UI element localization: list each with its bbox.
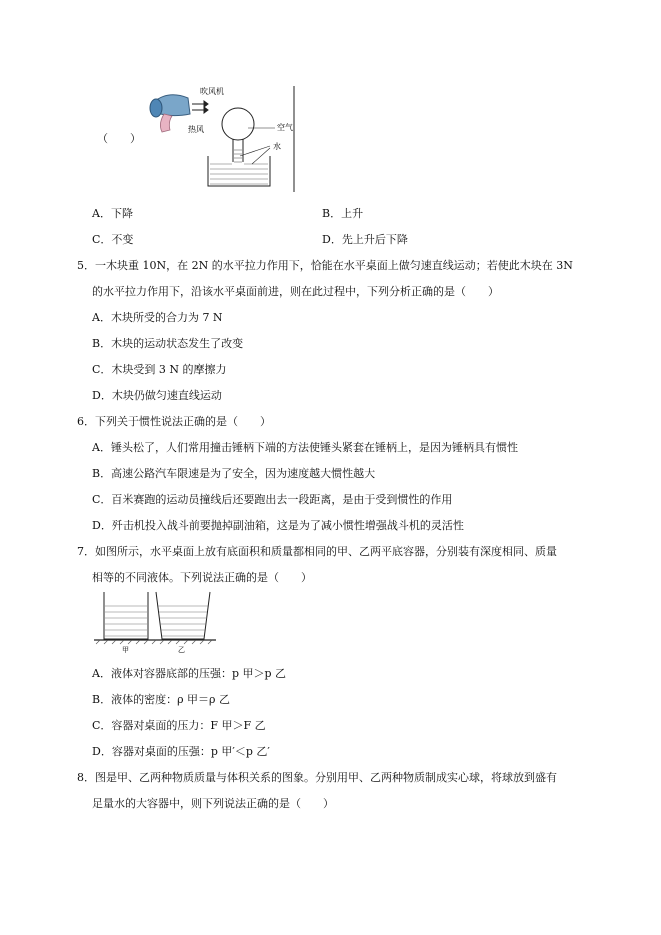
q7-option-d: D．容器对桌面的压强：p 甲′＜p 乙′ xyxy=(92,745,270,758)
q6-option-c: C．百米赛跑的运动员撞线后还要跑出去一段距离，是由于受到惯性的作用 xyxy=(92,493,453,506)
q7-stem-line1: 7．如图所示，水平桌面上放有底面积和质量都相同的甲、乙两平底容器，分别装有深度相同、质量 xyxy=(77,545,557,558)
q6-stem: 6．下列关于惯性说法正确的是（ ） xyxy=(77,415,271,428)
q8-stem-line2: 足量水的大容器中，则下列说法正确的是（ ） xyxy=(92,797,334,810)
svg-text:甲: 甲 xyxy=(122,646,129,654)
q5-option-a: A．木块所受的合力为 7 N xyxy=(92,311,223,324)
q8-stem-line1: 8．图是甲、乙两种物质质量与体积关系的图象。分别用甲、乙两种物质制成实心球，将球放到盛有 xyxy=(77,771,557,784)
q5-stem-line1: 5．一木块重 10N，在 2N 的水平拉力作用下，恰能在水平桌面上做匀速直线运动；若使此木块在 3N xyxy=(77,259,573,272)
q5-stem-line2: 的水平拉力作用下，沿该水平桌面前进，则在此过程中，下列分析正确的是（ ） xyxy=(92,285,499,298)
q6-option-d: D．歼击机投入战斗前要抛掉副油箱，这是为了减小惯性增强战斗机的灵活性 xyxy=(92,519,464,532)
q4-option-c: C．不变 xyxy=(92,233,134,246)
hairdryer-icon xyxy=(150,95,190,132)
svg-text:吹风机: 吹风机 xyxy=(200,87,224,96)
q7-option-b: B．液体的密度：ρ 甲＝ρ 乙 xyxy=(92,693,231,706)
q7-containers-figure xyxy=(92,588,218,654)
q4-option-d: D．先上升后下降 xyxy=(322,233,408,246)
q7-option-c: C．容器对桌面的压力：F 甲＞F 乙 xyxy=(92,719,266,732)
q6-option-b: B．高速公路汽车限速是为了安全，因为速度越大惯性越大 xyxy=(92,467,376,480)
q5-option-b: B．木块的运动状态发生了改变 xyxy=(92,337,244,350)
q4-option-b: B．上升 xyxy=(322,207,364,220)
q4-figure xyxy=(140,84,350,194)
q5-option-d: D．木块仍做匀速直线运动 xyxy=(92,389,222,402)
svg-text:空气: 空气 xyxy=(277,123,293,132)
svg-text:热风: 热风 xyxy=(188,125,204,134)
water-basin xyxy=(208,156,270,186)
svg-text:水: 水 xyxy=(273,142,281,151)
q7-stem-line2: 相等的不同液体。下列说法正确的是（ ） xyxy=(92,571,312,584)
q4-answer-paren: （ ） xyxy=(97,132,141,145)
q6-option-a: A．锤头松了，人们常用撞击锤柄下端的方法使锤头紧套在锤柄上，是因为锤柄具有惯性 xyxy=(92,441,518,454)
q4-option-a: A．下降 xyxy=(92,207,133,220)
svg-text:乙: 乙 xyxy=(178,646,185,654)
hot-air-arrows xyxy=(192,101,208,113)
q7-option-a: A．液体对容器底部的压强：p 甲＞p 乙 xyxy=(92,667,287,680)
q5-option-c: C．木块受到 3 N 的摩擦力 xyxy=(92,363,227,376)
